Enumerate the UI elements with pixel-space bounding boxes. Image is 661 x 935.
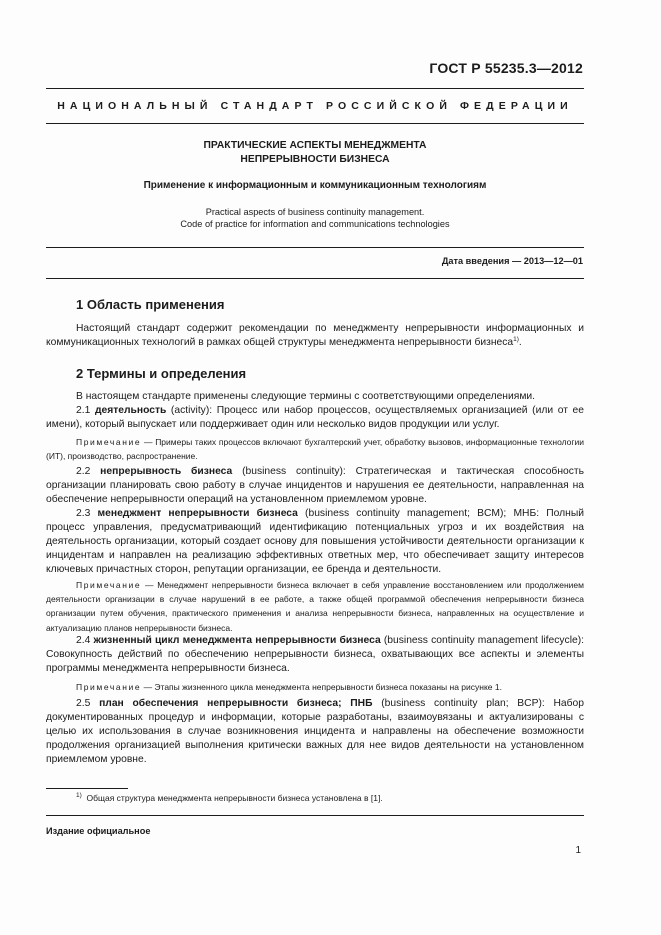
section-2-intro-text: В настоящем стандарте применены следующие термины с соответствующими определениями. [76,391,536,402]
term-number: 2.1 [76,405,91,416]
note-label: Примечание [76,580,142,590]
term-number: 2.5 [76,698,91,709]
note-2-3 [46,578,584,635]
section-1-heading: 1 Область применения [76,297,225,312]
page-number: 1 [575,845,581,856]
title-line-1: ПРАКТИЧЕСКИЕ АСПЕКТЫ МЕНЕДЖМЕНТА [203,140,427,151]
english-title-line-1: Practical aspects of business continuity management. [205,207,425,217]
title-rule [46,123,584,124]
term-2-2 [46,465,584,507]
standard-code: ГОСТ Р 55235.3—2012 [429,60,583,76]
term-definition: (business continuity plan; BCP): Набор документированных процедур и информации, которые разработаны, взаимоувязаны и актуализированы с целью их использования в случае возникновения инцидента и направлены на обеспечение возможности продолжения организацией выполнения критически важных для нее видов деятельности на установленном приемлемом уровне. [46,698,584,766]
note-text: — Менеджмент непрерывности бизнеса включает в себя управление восстановлением или продолжением деятельности организации в случае нарушений в ее работе, а также общей программой обеспечения непрерывности бизнеса организации путем обучения, практического применения и анализа непрерывности бизнеса, направленных на осуществление и актуализацию планов непрерывности бизнеса. [46,580,584,633]
english-title [46,206,584,230]
term-name: непрерывность бизнеса [100,466,233,477]
official-edition-label: Издание официальное [46,826,151,836]
footer-rule [46,815,584,816]
term-name: план обеспечения непрерывности бизнеса; ПНБ [99,698,373,709]
term-2-4 [46,634,584,676]
footnote [76,793,383,803]
english-title-line-2: Code of practice for information and communications technologies [180,219,450,229]
section-1-text: Настоящий стандарт содержит рекомендации по менеджменту непрерывности информационных и коммуникационных технологий в рамках общей структуры менеджмента непрерывности бизнеса [46,323,584,349]
note-text: — Этапы жизненного цикла менеджмента непрерывности бизнеса показаны на рисунке 1. [141,682,502,692]
term-2-3 [46,507,584,577]
term-name: менеджмент непрерывности бизнеса [97,508,298,519]
footnote-separator [46,788,128,789]
term-definition: (business continuity): Стратегическая и тактическая способность организации планировать свою работу в случае инцидентов и нарушения ее деятельности, направленная на обеспечение непрерывности операций на установленном приемлемом уровне. [46,466,584,506]
footnote-reference: 1) [513,336,519,344]
document-subtitle: Применение к информационным и коммуникационным технологиям [143,180,487,191]
term-number: 2.2 [76,466,91,477]
term-number: 2.3 [76,508,91,519]
term-2-1 [46,404,584,432]
national-standard-banner: НАЦИОНАЛЬНЫЙ СТАНДАРТ РОССИЙСКОЙ ФЕДЕРАЦИИ [57,100,573,112]
title-line-2: НЕПРЕРЫВНОСТИ БИЗНЕСА [240,154,390,165]
term-definition: (activity): Процесс или набор процессов, осуществляемых организацией (или от ее имени), который выпускает или поддерживает один или несколько видов продукции или услуг. [46,405,584,431]
term-2-5 [46,697,584,767]
section-2-heading: 2 Термины и определения [76,366,247,381]
term-number: 2.4 [76,635,91,646]
note-2-4 [46,680,584,694]
note-label: Примечание [76,682,142,692]
section-rule [46,278,584,279]
header-rule [46,88,584,89]
note-label: Примечание [76,437,142,447]
footnote-mark: 1) [76,792,82,799]
term-definition: (business continuity management; BCM); МНБ: Полный процесс управления, предусматривающий идентификацию потенциальных угроз и их воздействия на деятельность организации, который создает основу для повышения устойчивости деятельности организации к инцидентам и направлен на реализацию эффективных ответных мер, что обеспечивает защиту интересов ключевых причастных сторон, репутации организации, ее бренда и деятельности. [46,508,584,576]
term-definition: (business continuity management lifecycle): Совокупность действий по обеспечению непрерывности бизнеса, охватывающих все аспекты и элементы программы менеджмента непрерывности бизнеса. [46,635,585,675]
date-rule [46,247,584,248]
note-2-1 [46,435,584,463]
section-2-intro [46,390,584,404]
introduction-date: Дата введения — 2013—12—01 [441,256,583,266]
document-title [46,139,584,167]
term-name: жизненный цикл менеджмента непрерывности бизнеса [93,635,381,646]
term-name: деятельность [94,405,167,416]
note-text: — Примеры таких процессов включают бухгалтерский учет, обработку вызовов, информационные технологии (ИТ), производство, распространение. [46,437,584,462]
footnote-text: Общая структура менеджмента непрерывности бизнеса установлена в [1]. [86,793,383,803]
section-1-text-end: . [518,337,522,349]
section-1-paragraph [46,322,584,350]
